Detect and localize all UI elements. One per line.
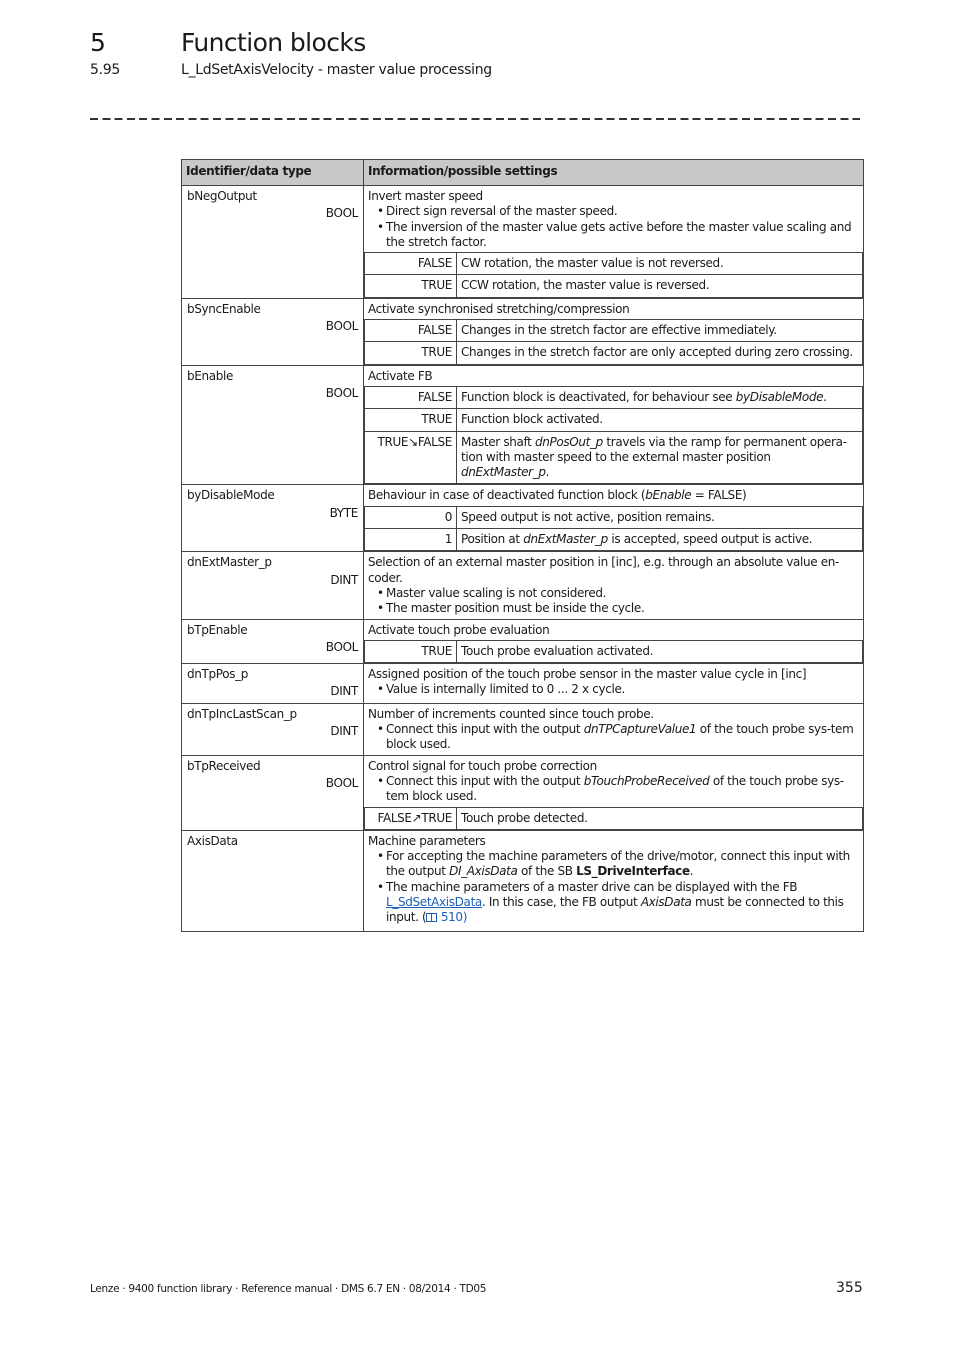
identifier-cell bbox=[182, 619, 364, 664]
data-type: DINT bbox=[330, 724, 358, 739]
identifier-name: bNegOutput bbox=[187, 189, 257, 203]
value-key: TRUE bbox=[365, 409, 457, 431]
information-cell bbox=[364, 552, 864, 619]
dashed-separator bbox=[90, 118, 860, 120]
identifier-name: bTpReceived bbox=[187, 758, 261, 773]
description: Selection of an external master position in [inc], e.g. through an absolute value en-coder. bbox=[368, 555, 839, 585]
description: Activate synchronised stretching/compression bbox=[368, 301, 630, 316]
table-row bbox=[182, 552, 864, 619]
identifier-name: dnTpPos_p bbox=[187, 667, 249, 682]
value-key: TRUE bbox=[365, 275, 457, 297]
value-table bbox=[364, 506, 863, 552]
information-cell bbox=[364, 298, 864, 365]
data-type: BOOL bbox=[325, 319, 358, 334]
table-header-row bbox=[182, 160, 864, 186]
information-cell bbox=[364, 365, 864, 485]
table-row bbox=[182, 186, 864, 299]
data-type: DINT bbox=[330, 572, 358, 587]
identifier-name: dnTpIncLastScan_p bbox=[187, 706, 297, 721]
value-key: FALSE bbox=[365, 320, 457, 342]
identifier-cell bbox=[182, 664, 364, 704]
page-reference[interactable]: 510 bbox=[426, 910, 462, 924]
information-cell bbox=[364, 703, 864, 755]
section-number: 5.95 bbox=[90, 62, 120, 78]
list-item: • Direct sign reversal of the master speed. bbox=[372, 204, 859, 219]
list-item: • The master position must be inside the cycle. bbox=[372, 601, 859, 616]
information-cell bbox=[364, 485, 864, 552]
column-header-information: Information/possible settings bbox=[364, 160, 864, 186]
identifier-cell bbox=[182, 485, 364, 552]
description: Invert master speed bbox=[368, 189, 483, 203]
column-header-identifier: Identifier/data type bbox=[182, 160, 364, 186]
description: Assigned position of the touch probe sensor in the master value cycle in [inc] bbox=[368, 667, 807, 682]
identifier-cell bbox=[182, 755, 364, 830]
book-icon bbox=[426, 913, 437, 922]
table-row bbox=[182, 298, 864, 365]
list-item: • Master value scaling is not considered. bbox=[372, 586, 859, 601]
value-text: Touch probe detected. bbox=[457, 807, 863, 829]
page-number: 355 bbox=[836, 1280, 863, 1296]
identifier-name: bSyncEnable bbox=[187, 301, 261, 316]
value-text: CW rotation, the master value is not reversed. bbox=[457, 253, 863, 275]
identifier-cell bbox=[182, 552, 364, 619]
identifier-cell bbox=[182, 365, 364, 485]
value-table bbox=[364, 252, 863, 298]
table-row bbox=[182, 365, 864, 485]
information-cell bbox=[364, 830, 864, 931]
description: Number of increments counted since touch probe. bbox=[368, 706, 654, 721]
value-text: Master shaft dnPosOut_p travels via the ramp for permanent opera-tion with master speed to the external master position dnExtMaster_p. bbox=[457, 431, 863, 484]
value-table bbox=[364, 319, 863, 365]
chapter-title: Function blocks bbox=[181, 28, 366, 57]
identifier-name: byDisableMode bbox=[187, 488, 275, 503]
data-type: BOOL bbox=[325, 206, 358, 221]
footer-text: Lenze · 9400 function library · Reference manual · DMS 6.7 EN · 08/2014 · TD05 bbox=[90, 1283, 487, 1295]
list-item: • The inversion of the master value gets active before the master value scaling and the stretch factor. bbox=[372, 220, 859, 251]
chapter-number: 5 bbox=[90, 28, 106, 57]
value-key: FALSE bbox=[365, 386, 457, 408]
value-key: FALSE↗TRUE bbox=[365, 807, 457, 829]
section-title: L_LdSetAxisVelocity - master value processing bbox=[181, 62, 492, 78]
value-text: Position at dnExtMaster_p is accepted, speed output is active. bbox=[457, 529, 863, 551]
table-row bbox=[182, 619, 864, 664]
value-table bbox=[364, 640, 863, 663]
table-row bbox=[182, 755, 864, 830]
identifier-cell bbox=[182, 186, 364, 299]
data-type: DINT bbox=[330, 684, 358, 699]
information-cell bbox=[364, 619, 864, 664]
value-key: 1 bbox=[365, 529, 457, 551]
table-row bbox=[182, 485, 864, 552]
description: Activate touch probe evaluation bbox=[368, 622, 550, 637]
value-text: Speed output is not active, position remains. bbox=[457, 506, 863, 528]
fb-link[interactable]: L_SdSetAxisData bbox=[386, 894, 482, 909]
list-item: • Connect this input with the output bTouchProbeReceived of the touch probe sys-tem block used. bbox=[372, 774, 859, 805]
list-item: • Connect this input with the output dnTPCaptureValue1 of the touch probe sys-tem block used. bbox=[372, 722, 859, 753]
value-table bbox=[364, 807, 863, 830]
value-text: Function block activated. bbox=[457, 409, 863, 431]
data-type: BYTE bbox=[329, 505, 358, 520]
value-table bbox=[364, 386, 863, 484]
value-text: Changes in the stretch factor are only accepted during zero crossing. bbox=[457, 342, 863, 364]
description: Behaviour in case of deactivated function block (bEnable = FALSE) bbox=[368, 488, 747, 503]
value-key: TRUE↘FALSE bbox=[365, 431, 457, 484]
parameter-table bbox=[181, 159, 864, 932]
value-text: Changes in the stretch factor are effective immediately. bbox=[457, 320, 863, 342]
identifier-name: bEnable bbox=[187, 368, 234, 383]
data-type: BOOL bbox=[325, 385, 358, 400]
value-key: 0 bbox=[365, 506, 457, 528]
list-item: • For accepting the machine parameters of the drive/motor, connect this input with the output DI_AxisData of the SB LS_DriveInterface. bbox=[372, 849, 859, 880]
identifier-cell bbox=[182, 298, 364, 365]
identifier-cell bbox=[182, 830, 364, 931]
table-row bbox=[182, 703, 864, 755]
list-item: • The machine parameters of a master drive can be displayed with the FB L_SdSetAxisData. In this case, the FB output AxisData must be connected to this input. ( 510) bbox=[372, 880, 859, 926]
value-key: FALSE bbox=[365, 253, 457, 275]
information-cell bbox=[364, 664, 864, 704]
description: Activate FB bbox=[368, 368, 433, 383]
description: Control signal for touch probe correction bbox=[368, 758, 597, 773]
value-text: Touch probe evaluation activated. bbox=[457, 640, 863, 662]
identifier-name: bTpEnable bbox=[187, 622, 248, 637]
table-row bbox=[182, 664, 864, 704]
description: Machine parameters bbox=[368, 833, 486, 848]
value-key: TRUE bbox=[365, 342, 457, 364]
list-item: • Value is internally limited to 0 ... 2 x cycle. bbox=[372, 682, 859, 697]
information-cell bbox=[364, 186, 864, 299]
table-row bbox=[182, 830, 864, 931]
data-type: BOOL bbox=[325, 775, 358, 790]
identifier-name: AxisData bbox=[187, 833, 238, 848]
value-text: Function block is deactivated, for behaviour see byDisableMode. bbox=[457, 386, 863, 408]
value-text: CCW rotation, the master value is reversed. bbox=[457, 275, 863, 297]
data-type: BOOL bbox=[325, 639, 358, 654]
value-key: TRUE bbox=[365, 640, 457, 662]
identifier-name: dnExtMaster_p bbox=[187, 555, 272, 570]
information-cell bbox=[364, 755, 864, 830]
identifier-cell bbox=[182, 703, 364, 755]
